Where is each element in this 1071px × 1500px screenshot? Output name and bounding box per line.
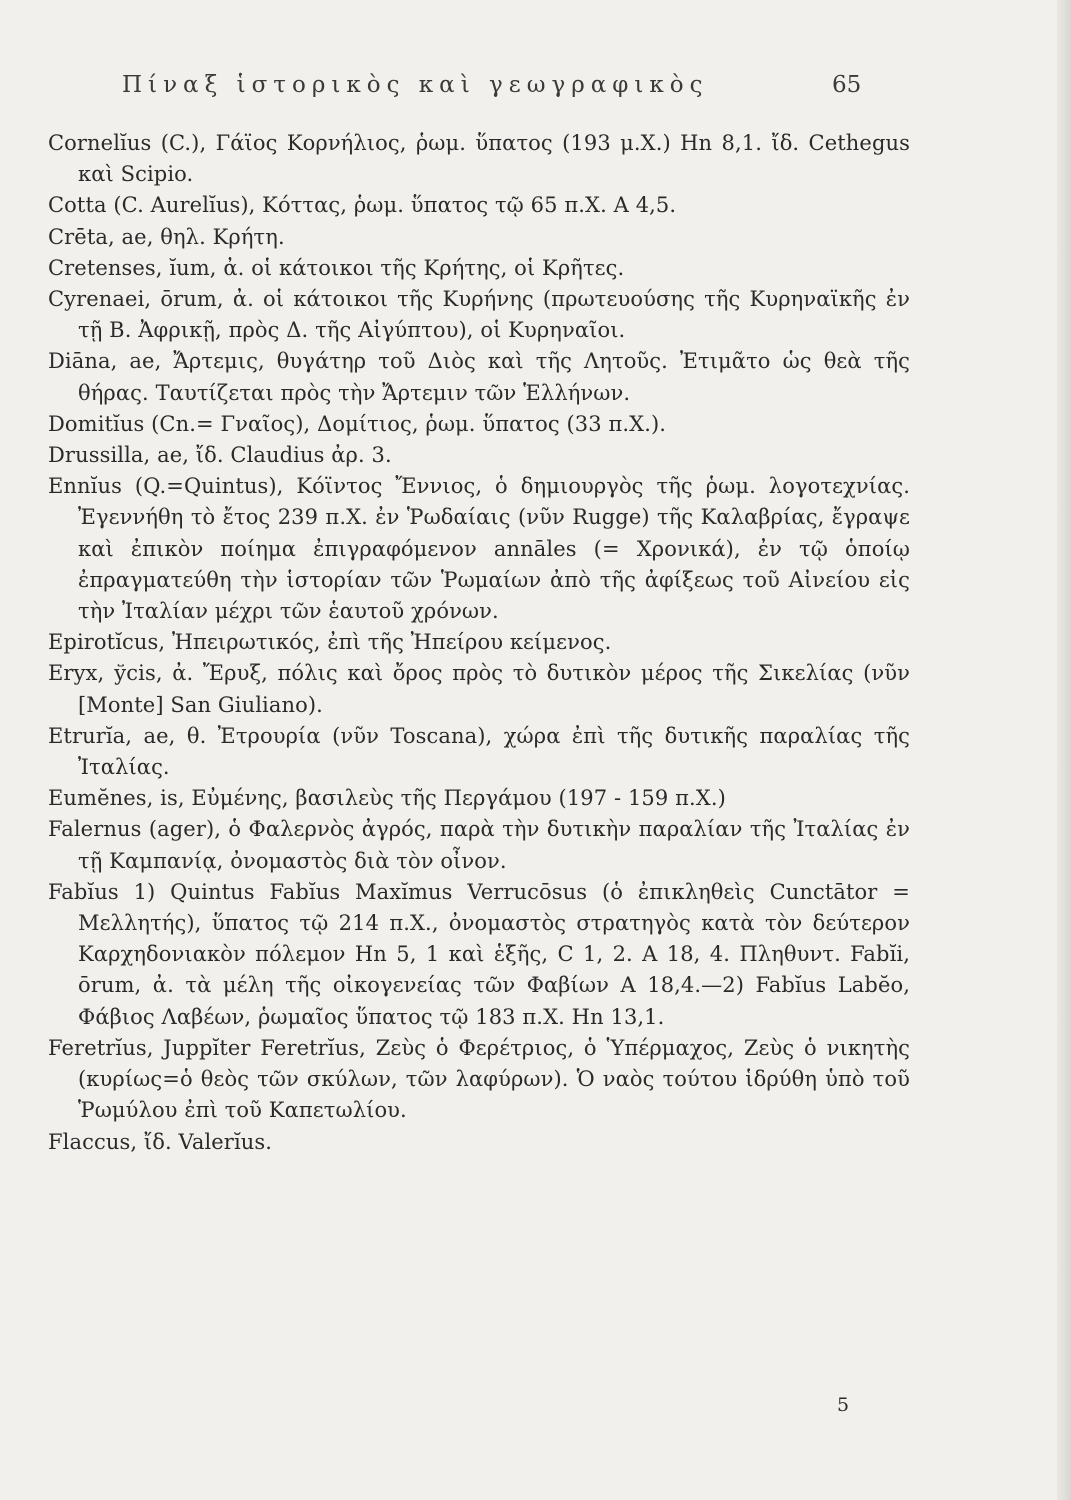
index-entry-epiroticus: Epirotĭcus, Ἠπειρωτικός, ἐπὶ τῆς Ἠπείρου κείμενος. — [48, 630, 612, 655]
index-entry-ennius: Ennĭus (Q.=Quintus), Κόϊντος Ἔννιος, ὁ δημιουργὸς τῆς ῥωμ. λογοτεχνίας. Ἐγεννήθη τὸ ἔτος 239 π.Χ. ἐν Ῥωδαίαις (νῦν Rugge) τῆς Καλαβρίας, ἔγραψε καὶ ἐπικὸν ποίημα ἐπιγραφόμενον annāles (= Χρονικά), ἐν τῷ ὁποίῳ ἐπραγματεύθη τὴν ἱστορίαν τῶν Ῥωμαίων ἀπὸ τῆς ἀφίξεως τοῦ Αἰνείου εἰς τὴν Ἰταλίαν μέχρι τῶν ἑαυτοῦ χρόνων. — [48, 474, 910, 624]
index-entry-etruria: Etrurĭa, ae, θ. Ἐτρουρία (νῦν Toscana), χώρα ἐπὶ τῆς δυτικῆς παραλίας τῆς Ἰταλίας. — [48, 723, 910, 780]
index-entry-flaccus: Flaccus, ἴδ. Valerĭus. — [48, 1129, 273, 1154]
index-entry-cyrenaei: Cyrenaei, ōrum, ἀ. οἱ κάτοικοι τῆς Κυρήνης (πρωτευούσης τῆς Κυρηναϊκῆς ἐν τῇ Β. Ἀφρικῇ, πρὸς Δ. τῆς Αἰγύπτου), οἱ Κυρηναῖοι. — [48, 287, 910, 343]
signature-mark: 5 — [837, 1394, 850, 1416]
index-entry-creta: Crēta, ae, θηλ. Κρήτη. — [48, 224, 285, 249]
index-entries — [48, 128, 910, 1158]
index-entry-fabius: Fabĭus 1) Quintus Fabĭus Maxĭmus Verrucōsus (ὁ ἐπικληθεὶς Cunctātor = Μελλητής), ὕπατος τῷ 214 π.Χ., ὀνομαστὸς στρατηγὸς κατὰ τὸν δεύτερον Καρχηδονιακὸν πόλεμον Hn 5, 1 καὶ ἑξῆς, C 1, 2. A 18, 4. Πληθυντ. Fabĭi, ōrum, ἀ. τὰ μέλη τῆς οἰκογενείας τῶν Φαβίων A 18,4.—2) Fabĭus Labĕo, Φάβιος Λαβέων, ῥωμαῖος ὕπατος τῷ 183 π.Χ. Hn 13,1. — [48, 879, 910, 1029]
running-head: Πίναξ ἱστορικὸς καὶ γεωγραφικὸς — [122, 72, 709, 98]
index-entry-cornelius: Cornelĭus (C.), Γάϊος Κορνήλιος, ῥωμ. ὕπατος (193 μ.Χ.) Hn 8,1. ἴδ. Cethegus καὶ Scipio. — [48, 131, 910, 187]
index-entry-eumenes: Eumĕnes, is, Εὐμένης, βασιλεὺς τῆς Περγάμου (197 - 159 π.Χ.) — [48, 786, 726, 811]
index-entry-cretenses: Cretenses, ĭum, ἀ. οἱ κάτοικοι τῆς Κρήτης, οἱ Κρῆτες. — [48, 255, 625, 280]
index-entry-domitius: Domitĭus (Cn.= Γναῖος), Δομίτιος, ῥωμ. ὕπατος (33 π.Χ.). — [48, 411, 667, 436]
index-entry-drussilla: Drussilla, ae, ἴδ. Claudius ἀρ. 3. — [48, 443, 392, 468]
page-number: 65 — [832, 72, 862, 98]
index-entry-cotta: Cotta (C. Aurelĭus), Κόττας, ῥωμ. ὕπατος τῷ 65 π.Χ. A 4,5. — [48, 193, 677, 218]
index-entry-diana: Diāna, ae, Ἄρτεμις, θυγάτηρ τοῦ Διὸς καὶ τῆς Λητοῦς. Ἐτιμᾶτο ὡς θεὰ τῆς θήρας. Ταυτίζεται πρὸς τὴν Ἄρτεμιν τῶν Ἑλλήνων. — [48, 349, 910, 405]
index-entry-falernus: Falernus (ager), ὁ Φαλερνὸς ἀγρός, παρὰ τὴν δυτικὴν παραλίαν τῆς Ἰταλίας ἐν τῇ Καμπανίᾳ, ὀνομαστὸς διὰ τὸν οἶνον. — [48, 817, 910, 873]
index-entry-eryx: Eryx, ўcis, ἀ. Ἔρυξ, πόλις καὶ ὄρος πρὸς τὸ δυτικὸν μέρος τῆς Σικελίας (νῦν [Monte] San Giuliano). — [48, 661, 910, 717]
page-spine-edge — [1057, 0, 1071, 1500]
index-entry-feretrius: Feretrĭus, Juppĭter Feretrĭus, Ζεὺς ὁ Φερέτριος, ὁ Ὑπέρμαχος, Ζεὺς ὁ νικητὴς (κυρίως=ὁ θεὸς τῶν σκύλων, τῶν λαφύρων). Ὁ ναὸς τούτου ἱδρύθη ὑπὸ τοῦ Ῥωμύλου ἐπὶ τοῦ Καπετωλίου. — [48, 1035, 910, 1123]
